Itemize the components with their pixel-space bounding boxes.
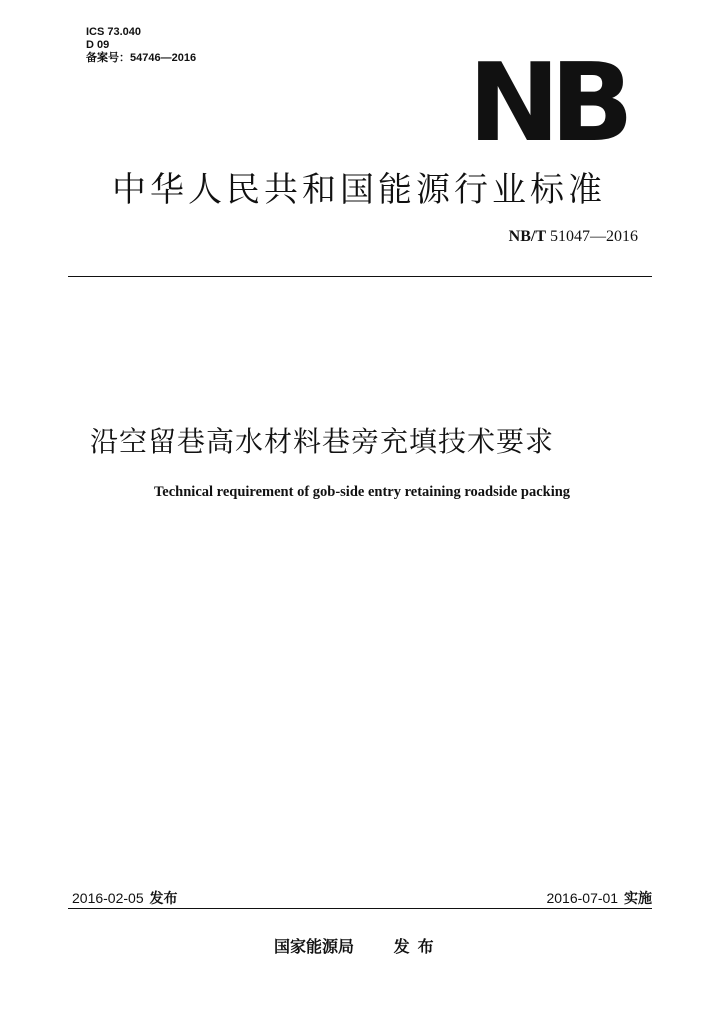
document-title-cn: 沿空留巷高水材料巷旁充填技术要求 (90, 425, 555, 458)
standard-number (509, 228, 638, 246)
issuer-line (274, 934, 442, 957)
record-number: 备案号：54746—2016 (86, 52, 197, 64)
class-code: D 09 (86, 39, 110, 51)
classification-block (86, 26, 196, 65)
ics-code: ICS 73.040 (86, 26, 142, 38)
nb-logo: NB (468, 41, 624, 166)
implement-label: 实施 (624, 891, 652, 907)
issue-date-line (72, 888, 178, 908)
issuer-name: 国家能源局 (274, 937, 355, 956)
bottom-divider (68, 908, 652, 909)
issuer-label: 发布 (393, 937, 442, 956)
issue-date: 2016-02-05 (72, 890, 144, 906)
standard-serial: 51047—2016 (550, 228, 638, 245)
top-divider (68, 276, 652, 277)
document-title-en: Technical requirement of gob-side entry retaining roadside packing (153, 484, 571, 500)
implement-date: 2016-07-01 (546, 890, 619, 906)
standard-code: NB/T (508, 228, 546, 245)
implement-date-line (546, 888, 652, 908)
standard-category-title: 中华人民共和国能源行业标准 (112, 170, 606, 210)
issue-label: 发布 (149, 891, 178, 907)
